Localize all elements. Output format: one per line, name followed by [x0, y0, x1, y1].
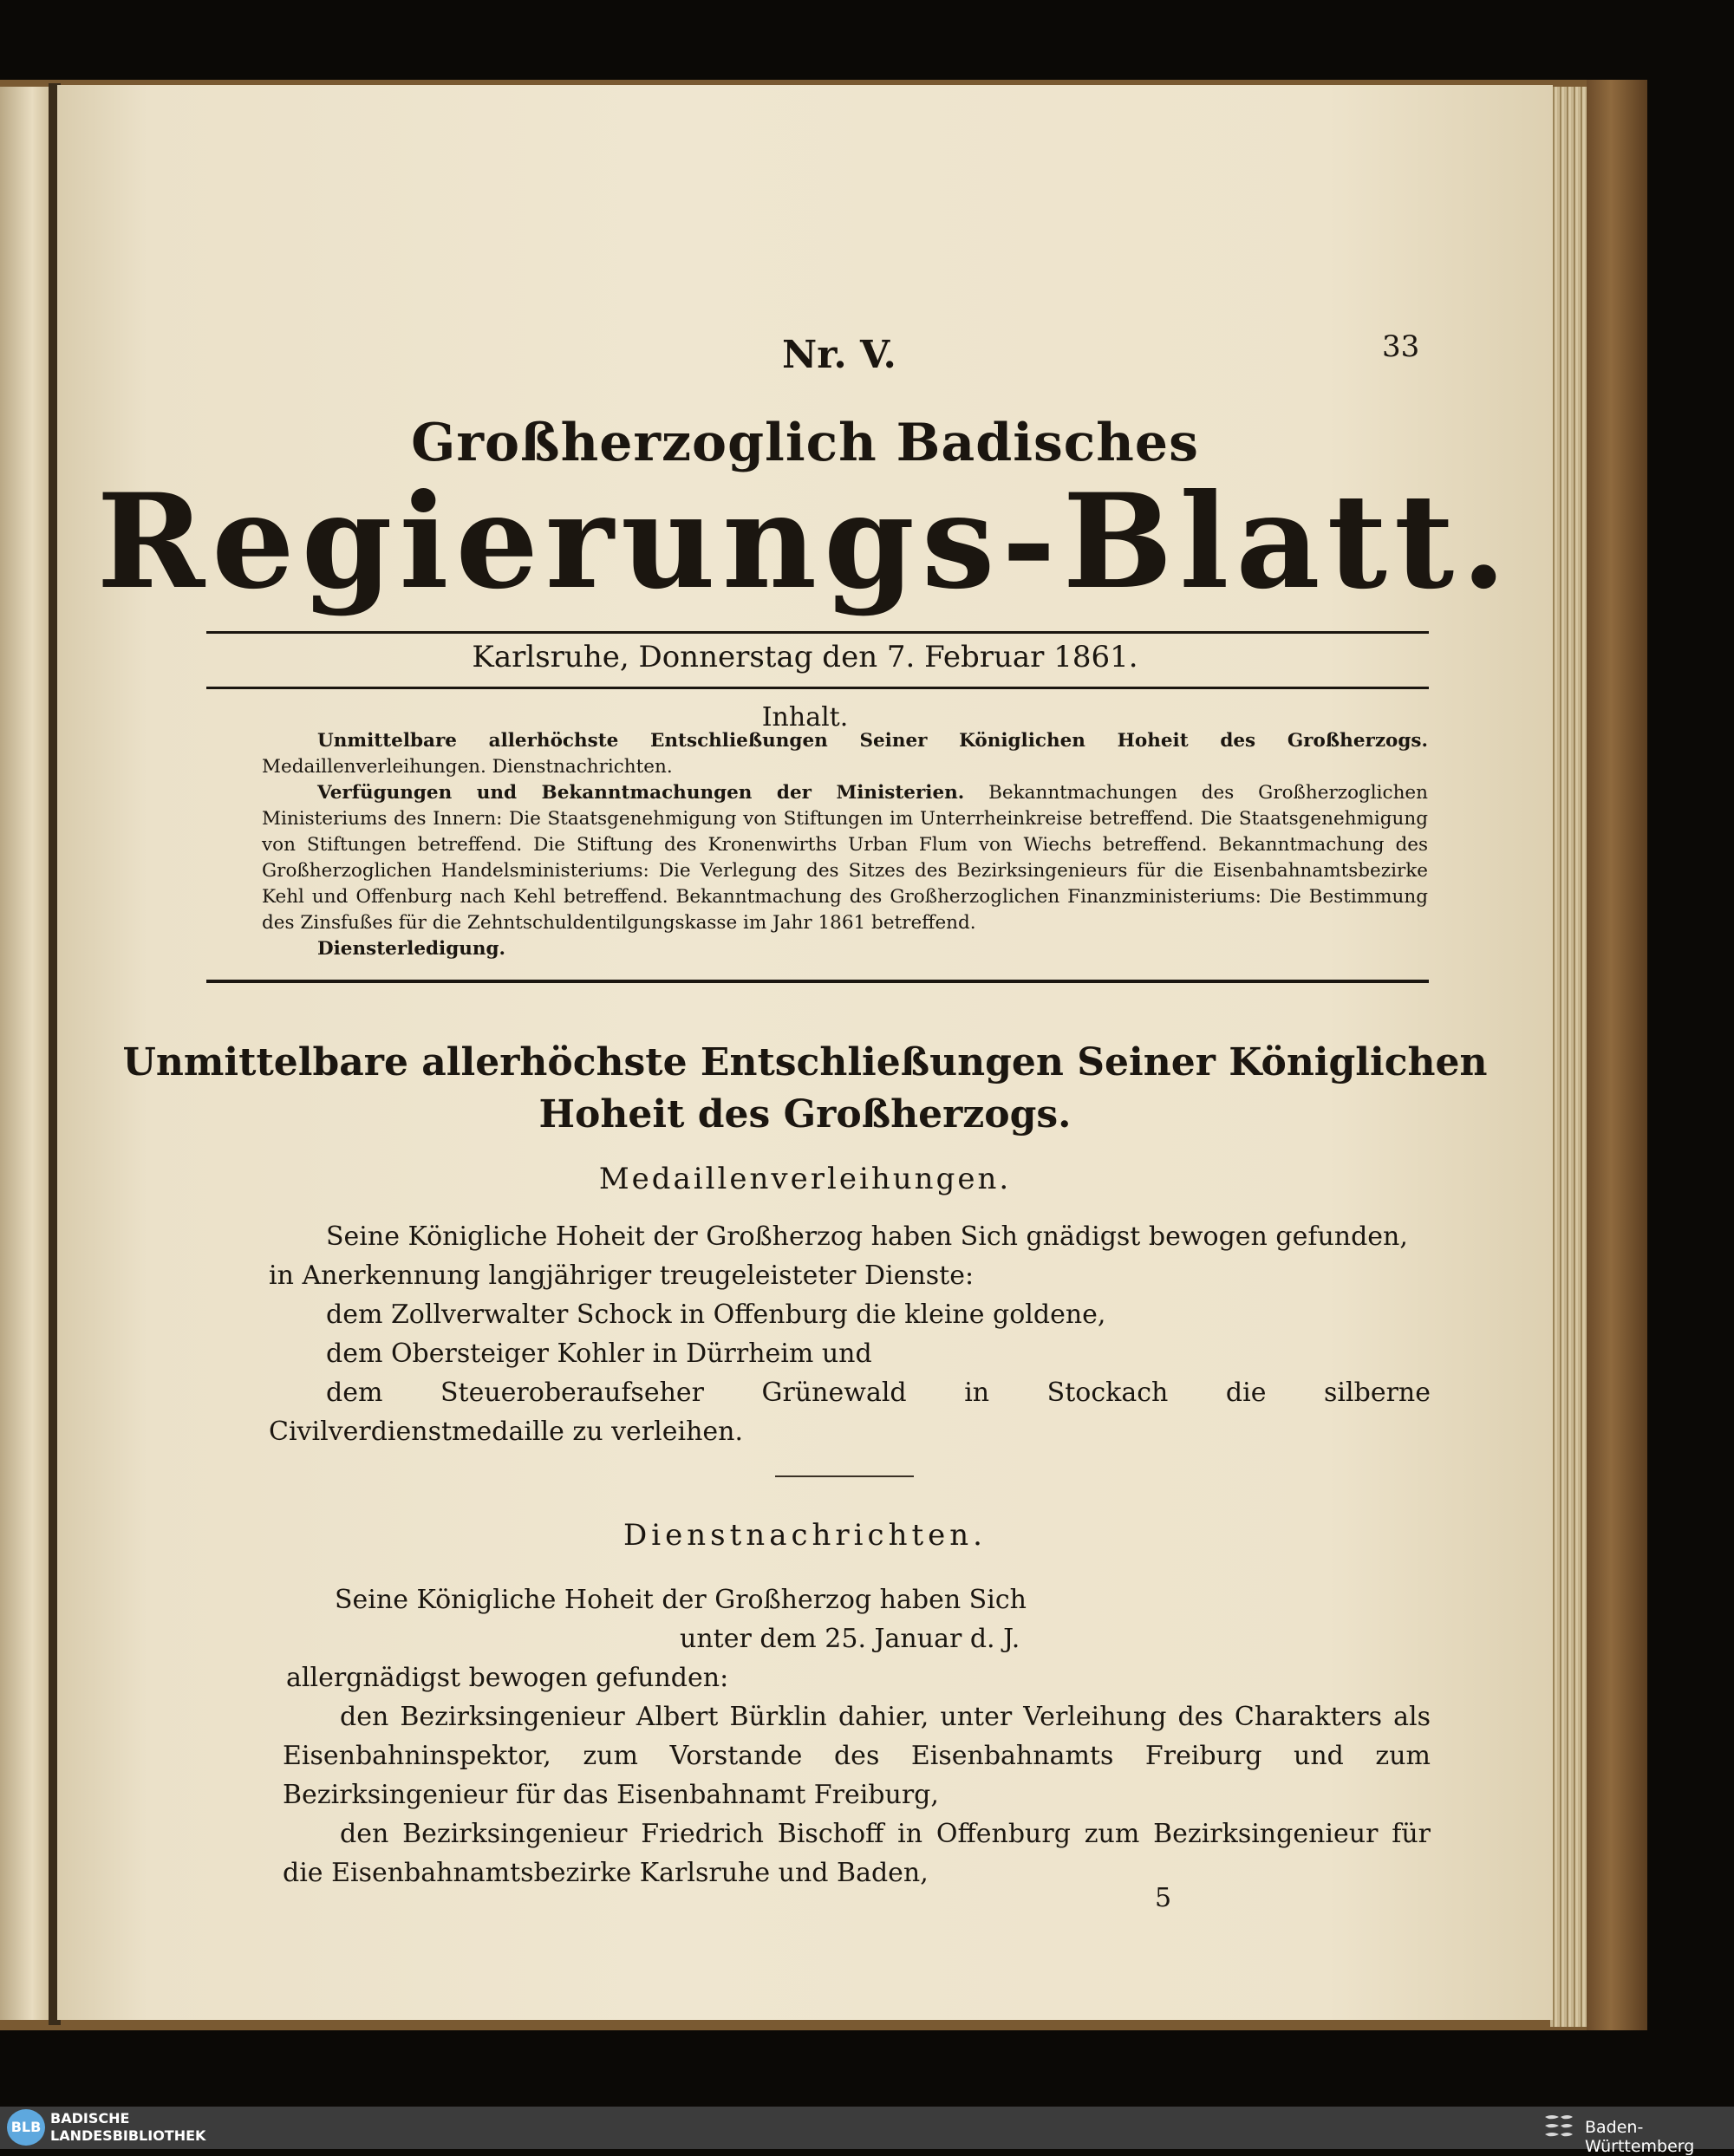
contents-p3-bold: Diensterledigung.: [317, 938, 506, 960]
medals-line: in Anerkennung langjähriger treugeleisteter Dienste:: [269, 1260, 975, 1291]
masthead-line1: Großherzoglich Badisches: [411, 413, 1199, 473]
medals-line: dem Steueroberaufseher Grünewald in Stockach die silberne Civilverdienstmedaille zu verleihen.: [269, 1378, 1431, 1447]
service-line: unter dem 25. Januar d. J.: [680, 1624, 1020, 1654]
contents-p1-rest: Medaillenverleihungen. Dienstnachrichten.: [262, 756, 673, 778]
rule-top: [206, 631, 1429, 634]
dateline: Karlsruhe, Donnerstag den 7. Februar 1861.: [472, 640, 1138, 674]
folio-signature: 5: [1155, 1883, 1172, 1913]
contents-p1-bold: Unmittelbare allerhöchste Entschließungen Seiner Königlichen Hoheit des Großherzogs.: [317, 730, 1428, 752]
bw-lions-icon: [1542, 2112, 1576, 2143]
medals-line: dem Zollverwalter Schock in Offenburg die kleine goldene,: [326, 1299, 1106, 1330]
footer-bar: [0, 2107, 1734, 2149]
contents-p2-bold: Verfügungen und Bekanntmachungen der Ministerien.: [317, 782, 965, 804]
contents-title: Inhalt.: [761, 702, 849, 733]
section-title-service: Dienstnachrichten.: [623, 1518, 987, 1553]
blb-line1: BADISCHE: [50, 2110, 130, 2127]
contents-block: [262, 728, 1428, 962]
medals-line: Seine Königliche Hoheit der Großherzog haben Sich gnädigst bewogen gefunden,: [326, 1221, 1408, 1252]
section-title-decisions: Unmittelbare allerhöchste Entschließungen Seiner Königlichen Hoheit des Großherzogs.: [122, 1040, 1488, 1137]
service-text: [269, 1580, 1431, 1892]
service-line: allergnädigst bewogen gefunden:: [286, 1663, 729, 1693]
rule-below-date: [206, 687, 1429, 689]
blb-line2: LANDESBIBLIOTHEK: [50, 2127, 206, 2144]
medals-line: dem Obersteiger Kohler in Dürrheim und: [326, 1339, 872, 1369]
blb-logo[interactable]: BLB: [7, 2109, 45, 2146]
masthead-title: Regierungs-Blatt.: [96, 466, 1514, 618]
blb-wordmark[interactable]: [50, 2110, 205, 2145]
section-subtitle-medals: Medaillenverleihungen.: [598, 1162, 1012, 1196]
rule-below-contents: [206, 980, 1429, 983]
left-page-edge: [0, 87, 54, 2020]
issue-number: Nr. V.: [782, 333, 896, 377]
medals-text: [269, 1217, 1431, 1451]
service-line: den Bezirksingenieur Albert Bürklin dahier, unter Verleihung des Charakters als Eisenbahninspektor, zum Vorstande des Eisenbahnamts Freiburg und zum Bezirksingenieur für das Eisenbahnamt Freiburg,: [283, 1702, 1431, 1810]
service-line: Seine Königliche Hoheit der Großherzog haben Sich: [335, 1585, 1027, 1615]
book-cover-right: [1587, 80, 1647, 2030]
scanned-page: [57, 85, 1553, 2020]
bw-wordmark[interactable]: Baden-Württemberg: [1585, 2118, 1695, 2156]
section-divider: [775, 1475, 914, 1477]
page-number: 33: [1382, 329, 1420, 364]
service-line: den Bezirksingenieur Friedrich Bischoff in Offenburg zum Bezirksingenieur für die Eisenbahnamtsbezirke Karlsruhe und Baden,: [283, 1819, 1431, 1888]
contents-p2-rest: Bekanntmachungen des Großherzoglichen Ministeriums des Innern: Die Staatsgenehmigung von Stiftungen im Unterrheinkreise betreffend. Die Staatsgenehmigung von Stiftungen betreffend. Die Stiftung des Kronenwirths Urban Flum von Wiechs betreffend. Bekanntmachung des Großherzoglichen Handelsministeriums: Die Verlegung des Sitzes des Bezirksingenieurs für die Eisenbahnamtsbezirke Kehl und Offenburg nach Kehl betreffend. Bekanntmachung des Großherzoglichen Finanzministeriums: Die Bestimmung des Zinsfußes für die Zehntschuldentilgungskasse im Jahr 1861 betreffend.: [262, 782, 1429, 934]
